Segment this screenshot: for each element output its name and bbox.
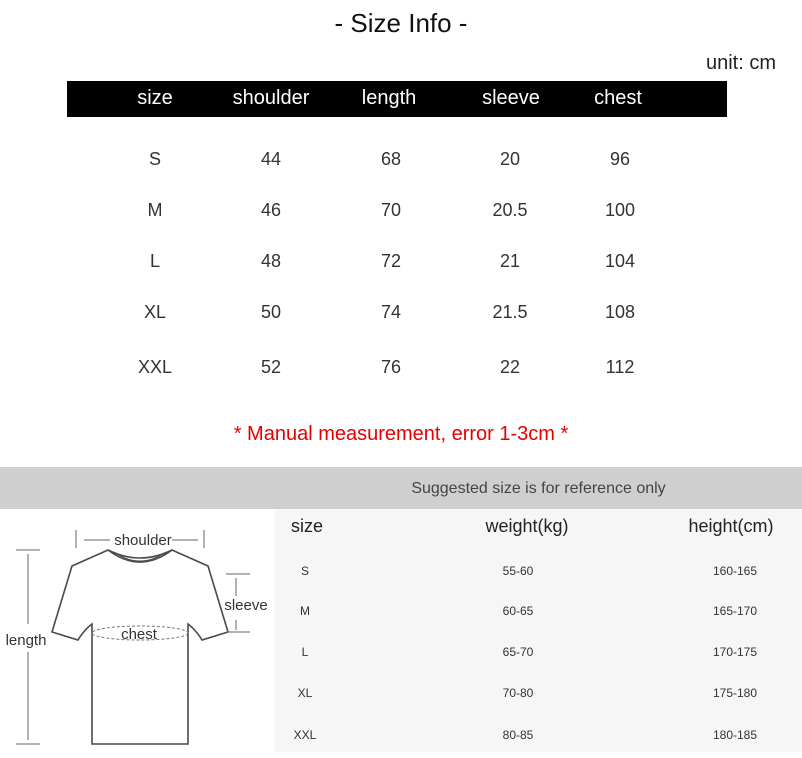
cell-length: 68 [380, 149, 402, 169]
ref-cell-weight: 65-70 [502, 645, 534, 659]
tshirt-outline-icon [52, 550, 228, 744]
table-row [0, 357, 802, 381]
ref-cell-weight: 80-85 [502, 728, 534, 742]
cell-shoulder: 46 [260, 200, 282, 220]
header-length: length [361, 87, 417, 109]
cell-shoulder: 50 [260, 302, 282, 322]
shoulder-label: shoulder [114, 532, 172, 549]
header-sleeve: sleeve [482, 87, 540, 109]
ref-cell-height: 165-170 [712, 604, 758, 618]
ref-header-height: height(cm) [688, 516, 774, 536]
cell-chest: 104 [604, 251, 636, 271]
ref-cell-size: M [300, 604, 310, 618]
ref-header-weight: weight(kg) [485, 516, 569, 536]
cell-shoulder: 48 [260, 251, 282, 271]
ref-cell-height: 160-165 [712, 564, 758, 578]
size-table-header [67, 81, 727, 117]
table-row [0, 302, 802, 326]
ref-cell-height: 180-185 [712, 728, 758, 742]
page-title: - Size Info - [334, 8, 468, 38]
cell-size: S [148, 149, 162, 169]
cell-sleeve: 21.5 [492, 302, 528, 322]
cell-chest: 112 [605, 357, 635, 377]
ref-cell-weight: 60-65 [502, 604, 534, 618]
table-row [0, 251, 802, 275]
table-row [0, 200, 802, 224]
ref-cell-weight: 55-60 [502, 564, 534, 578]
ref-cell-size: XXL [293, 728, 317, 742]
tshirt-diagram [0, 512, 275, 752]
cell-chest: 108 [604, 302, 636, 322]
ref-cell-height: 175-180 [712, 686, 758, 700]
ref-cell-height: 170-175 [712, 645, 758, 659]
sleeve-label: sleeve [224, 597, 268, 614]
chest-label: chest [121, 626, 157, 643]
cell-length: 74 [380, 302, 402, 322]
reference-title: Suggested size is for reference only [411, 480, 666, 497]
measurement-note: * Manual measurement, error 1-3cm * [233, 423, 569, 445]
cell-size: L [149, 251, 161, 271]
cell-size: XL [143, 302, 167, 322]
cell-sleeve: 22 [499, 357, 521, 377]
cell-shoulder: 52 [260, 357, 282, 377]
reference-table [275, 509, 802, 752]
header-chest: chest [594, 87, 642, 109]
cell-size: XXL [137, 357, 173, 377]
ref-cell-weight: 70-80 [502, 686, 534, 700]
cell-length: 72 [380, 251, 402, 271]
header-size: size [137, 87, 173, 109]
ref-cell-size: S [300, 564, 310, 578]
table-row [0, 149, 802, 173]
unit-label: unit: cm [705, 52, 776, 74]
cell-shoulder: 44 [260, 149, 282, 169]
cell-sleeve: 20 [499, 149, 521, 169]
cell-sleeve: 20.5 [492, 200, 528, 220]
ref-header-size: size [290, 516, 324, 536]
header-shoulder: shoulder [232, 87, 310, 109]
cell-sleeve: 21 [499, 251, 521, 271]
cell-length: 70 [380, 200, 402, 220]
cell-length: 76 [380, 357, 402, 377]
cell-chest: 96 [609, 149, 631, 169]
ref-cell-size: XL [297, 686, 313, 700]
cell-chest: 100 [604, 200, 636, 220]
ref-cell-size: L [301, 645, 309, 659]
length-label: length [5, 632, 47, 649]
cell-size: M [147, 200, 163, 220]
